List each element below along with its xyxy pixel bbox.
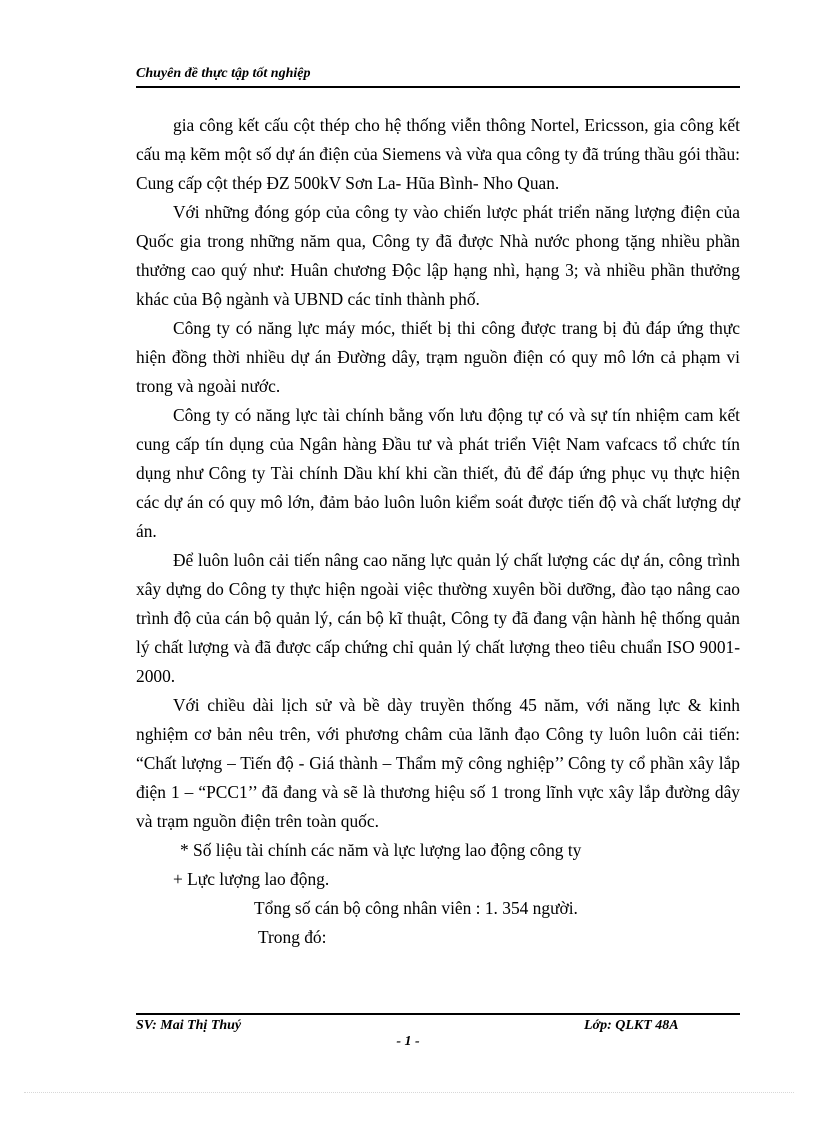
footer-class: Lớp: QLKT 48A: [584, 1018, 679, 1033]
page-bottom-border: [24, 1092, 794, 1093]
paragraph-awards: Với những đóng góp của công ty vào chiến lược phát triển năng lượng điện của Quốc gia trong những năm qua, Công ty đã được Nhà nước phong tặng nhiều phần thưởng cao quý như: Huân chương Độc lập hạng nhì, hạng 3; và nhiều phần thưởng khác của Bộ ngành và UBND các tỉnh thành phố.: [136, 202, 740, 309]
page-header-title: Chuyên đề thực tập tốt nghiệp: [136, 66, 311, 81]
paragraph-equipment: Công ty có năng lực máy móc, thiết bị thi công được trang bị đủ đáp ứng thực hiện đồng thời nhiều dự án Đường dây, trạm nguồn điện có quy mô lớn cả phạm vi trong và ngoài nước.: [136, 318, 740, 396]
header-divider: [136, 86, 740, 88]
total-staff-line: Tổng số cán bộ công nhân viên : 1. 354 người.: [254, 898, 578, 918]
labor-heading: + Lực lượng lao động.: [173, 869, 330, 889]
paragraph-finance: Công ty có năng lực tài chính bằng vốn lưu động tự có và sự tín nhiệm cam kết cung cấp tín dụng của Ngân hàng Đầu tư và phát triển Việt Nam vafcacs tổ chức tín dụng như Công ty Tài chính Dầu khí khi cần thiết, đủ để đáp ứng phục vụ thực hiện các dự án có quy mô lớn, đảm bảo luôn luôn kiểm soát được tiến độ và chất lượng dự án.: [136, 405, 740, 541]
document-body: [136, 111, 740, 952]
paragraph-quality: Để luôn luôn cải tiến nâng cao năng lực quản lý chất lượng các dự án, công trình xây dựng do Công ty thực hiện ngoài việc thường xuyên bồi dưỡng, đào tạo nâng cao trình độ của cán bộ quản lý, cán bộ kĩ thuật, Công ty đã đang vận hành hệ thống quản lý chất lượng và đã được cấp chứng chỉ quản lý chất lượng theo tiêu chuẩn ISO 9001- 2000.: [136, 550, 740, 686]
footer-divider: [136, 1013, 740, 1015]
paragraph-history: Với chiều dài lịch sử và bề dày truyền thống 45 năm, với năng lực & kinh nghiệm cơ bản nêu trên, với phương châm của lãnh đạo Công ty luôn luôn cải tiến: “Chất lượng – Tiến độ - Giá thành – Thẩm mỹ công nghiệp’’ Công ty cổ phần xây lắp điện 1 – “PCC1’’ đã đang và sẽ là thương hiệu số 1 trong lĩnh vực xây lắp đường dây và trạm nguồn điện trên toàn quốc.: [136, 695, 740, 831]
footer-student-name: SV: Mai Thị Thuý: [136, 1018, 242, 1033]
of-which-line: Trong đó:: [258, 927, 327, 947]
financial-heading: * Số liệu tài chính các năm và lực lượng lao động công ty: [180, 840, 582, 860]
page-number: - 1 -: [396, 1034, 420, 1049]
paragraph-continuation: gia công kết cấu cột thép cho hệ thống viễn thông Nortel, Ericsson, gia công kết cấu mạ kẽm một số dự án điện của Siemens và vừa qua công ty đã trúng thầu gói thầu: Cung cấp cột thép ĐZ 500kV Sơn La- Hũa Bình- Nho Quan.: [136, 115, 740, 193]
